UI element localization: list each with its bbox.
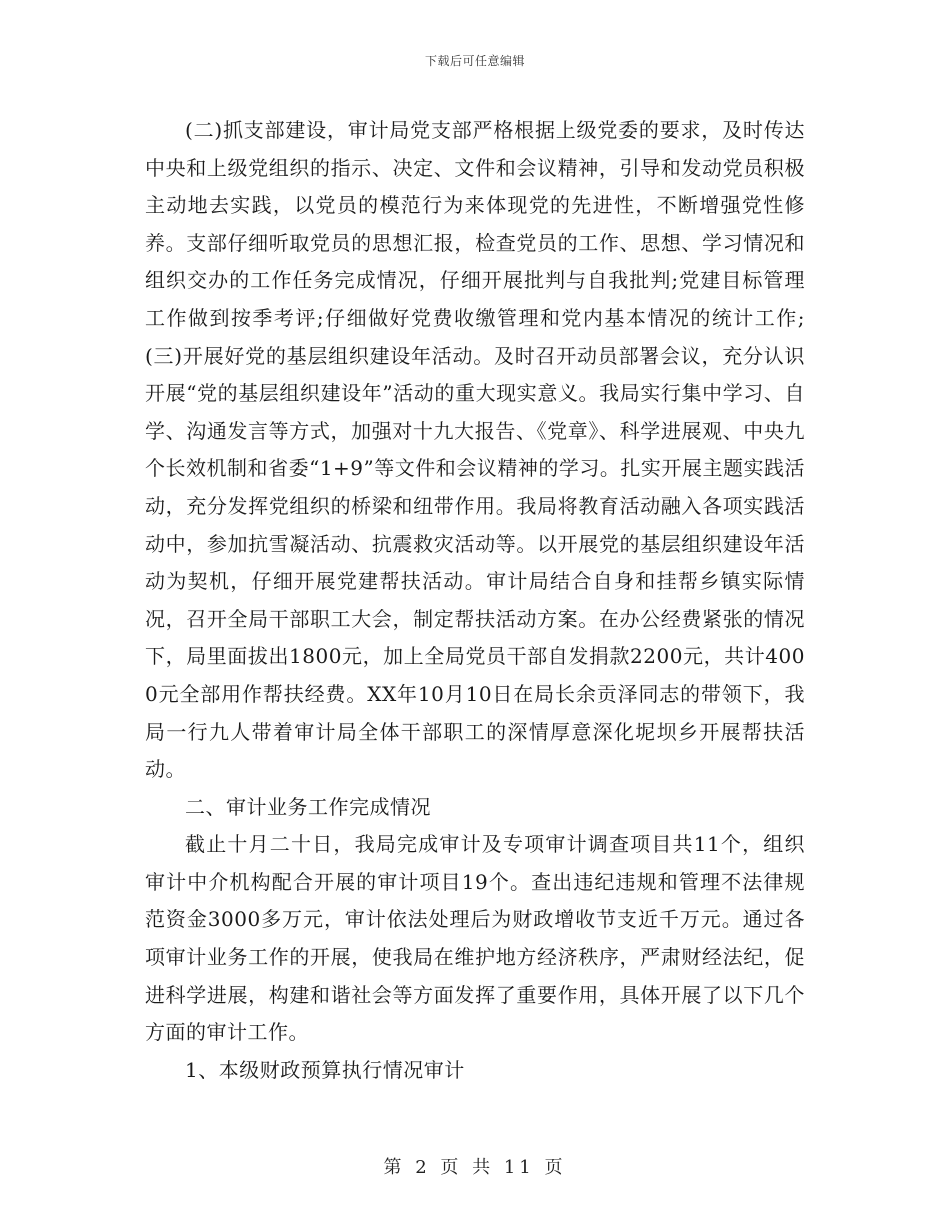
page-footer: 第 2 页 共 11 页: [383, 1157, 567, 1178]
paragraph-party-branch: (二)抓支部建设，审计局党支部严格根据上级党委的要求，及时传达中央和上级党组织的指示、决定、文件和会议精神，引导和发动党员积极主动地去实践，以党员的模范行为来体现党的先进性，不断增强党性修养。支部仔细听取党员的思想汇报，检查党员的工作、思想、学习情况和组织交办的工作任务完成情况，仔细开展批判与自我批判;党建目标管理工作做到按季考评;仔细做好党费收缴管理和党内基本情况的统计工作;(三)开展好党的基层组织建设年活动。及时召开动员部署会议，充分认识开展“党的基层组织建设年”活动的重大现实意义。我局实行集中学习、自学、沟通发言等方式，加强对十九大报告、《党章》、科学进展观、中央九个长效机制和省委“1+9”等文件和会议精神的学习。扎实开展主题实践活动，充分发挥党组织的桥梁和纽带作用。我局将教育活动融入各项实践活动中，参加抗雪凝活动、抗震救灾活动等。以开展党的基层组织建设年活动为契机，仔细开展党建帮扶活动。审计局结合自身和挂帮乡镇实际情况，召开全局干部职工大会，制定帮扶活动方案。在办公经费紧张的情况下，局里面拔出1800元，加上全局党员干部自发捐款2200元，共计4000元全部用作帮扶经费。XX年10月10日在局长余贡泽同志的带领下，我局一行九人带着审计局全体干部职工的深情厚意深化坭坝乡开展帮扶活动。: [145, 118, 805, 782]
section-heading-audit-work: 二、审计业务工作完成情况: [185, 794, 431, 819]
document-body: [145, 112, 805, 1089]
subsection-heading-budget-audit: 1、本级财政预算执行情况审计: [185, 1057, 465, 1082]
page-header: 下载后可任意编辑: [424, 54, 525, 68]
paragraph-audit-summary: 截止十月二十日，我局完成审计及专项审计调查项目共11个，组织审计中介机构配合开展的审计项目19个。查出违纪违规和管理不法律规范资金3000多万元，审计依法处理后为财政增收节支近千万元。通过各项审计业务工作的开展，使我局在维护地方经济秩序，严肃财经法纪，促进科学进展，构建和谐社会等方面发挥了重要作用，具体开展了以下几个方面的审计工作。: [145, 832, 805, 1045]
